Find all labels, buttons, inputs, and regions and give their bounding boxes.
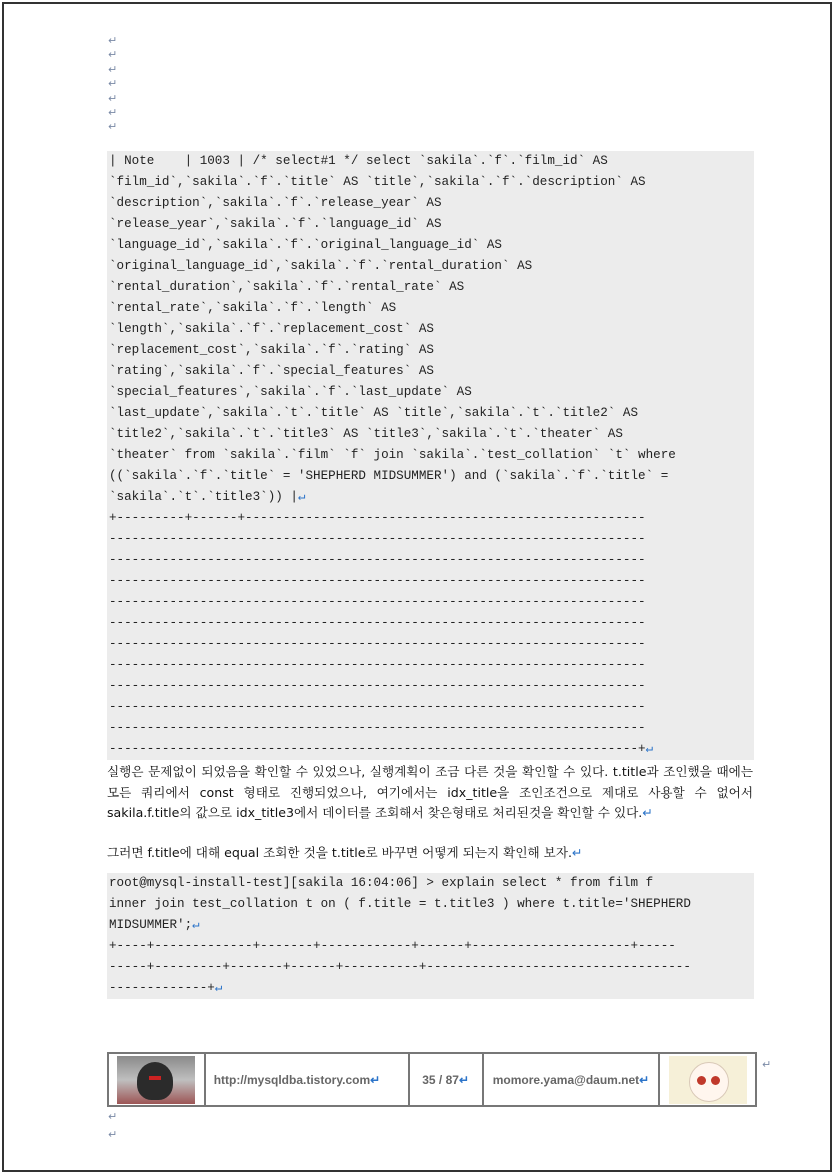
- code-line: [107, 894, 754, 915]
- table-border-line: [107, 936, 754, 957]
- code-line-text: `film_id`,`sakila`.`f`.`title` AS `title`,`sakila`.`f`.`description` AS: [109, 175, 646, 189]
- code-line: [107, 382, 754, 403]
- table-border-line: [107, 550, 754, 571]
- code-line-text: `description`,`sakila`.`f`.`release_year` AS: [109, 196, 442, 210]
- border-line-text: -----------------------------------------------------------------------: [109, 700, 646, 714]
- code-line-text: `special_features`,`sakila`.`f`.`last_update` AS: [109, 385, 472, 399]
- code-line-text: inner join test_collation t on ( f.title = t.title3 ) where t.title='SHEPHERD: [109, 897, 691, 911]
- code-line: [107, 235, 754, 256]
- explain-query-code-block: [107, 873, 754, 999]
- border-line-text: -----------------------------------------------------------------------: [109, 553, 646, 567]
- code-line: [107, 151, 754, 172]
- border-line-text: -----------------------------------------------------------------------: [109, 721, 646, 735]
- paragraph-mark: ↵: [762, 1058, 772, 1071]
- code-line-text: MIDSUMMER';: [109, 918, 193, 932]
- code-line: [107, 424, 754, 445]
- table-border-line: [107, 718, 754, 739]
- footer-email-cell: [483, 1053, 660, 1106]
- code-line-text: `release_year`,`sakila`.`f`.`language_id` AS: [109, 217, 442, 231]
- table-border-line: [107, 978, 754, 999]
- table-border-line: [107, 957, 754, 978]
- code-line: [107, 256, 754, 277]
- code-line-text: `title2`,`sakila`.`t`.`title3` AS `title3`,`sakila`.`t`.`theater` AS: [109, 427, 623, 441]
- paragraph-next-step: [107, 843, 753, 864]
- page-number: 35 / 87: [422, 1072, 459, 1087]
- code-line: [107, 340, 754, 361]
- border-line-text: -----------------------------------------------------------------------: [109, 532, 646, 546]
- code-line-text: `language_id`,`sakila`.`f`.`original_language_id` AS: [109, 238, 502, 252]
- code-line: [107, 172, 754, 193]
- table-border-line: [107, 634, 754, 655]
- paragraph-mark: ↵: [572, 845, 583, 860]
- code-line: [107, 298, 754, 319]
- code-line: [107, 873, 754, 894]
- paragraph-mark: ↵: [214, 981, 223, 995]
- footer-right-avatar-cell: [659, 1053, 756, 1106]
- sql-warning-code-block: [107, 151, 754, 760]
- code-line: [107, 466, 754, 487]
- email-link[interactable]: momore.yama@daum.net: [492, 1072, 640, 1087]
- paragraph-mark: ↵: [108, 48, 118, 62]
- paragraph-mark: ↵: [297, 490, 306, 504]
- border-line-text: ----------------------------------------------------------------------+: [109, 742, 646, 756]
- footer-page-cell: [409, 1053, 483, 1106]
- avatar-right: [669, 1056, 747, 1104]
- table-border-line: [107, 592, 754, 613]
- code-line: [107, 361, 754, 382]
- empty-paragraph-marks: [108, 34, 128, 135]
- paragraph-mark: ↵: [639, 1072, 650, 1087]
- code-line-text: `rental_rate`,`sakila`.`f`.`length` AS: [109, 301, 397, 315]
- code-line: [107, 403, 754, 424]
- code-line-text: `rental_duration`,`sakila`.`f`.`rental_rate` AS: [109, 280, 465, 294]
- paragraph-mark: ↵: [642, 805, 653, 820]
- page-footer: [107, 1052, 757, 1107]
- border-line-text: -----------------------------------------------------------------------: [109, 658, 646, 672]
- code-line-text: `last_update`,`sakila`.`t`.`title` AS `title`,`sakila`.`t`.`title2` AS: [109, 406, 639, 420]
- paragraph-mark: ↵: [108, 1128, 118, 1141]
- table-border-line: [107, 676, 754, 697]
- code-line: [107, 915, 754, 936]
- table-border-line: [107, 508, 754, 529]
- table-border-line: [107, 529, 754, 550]
- paragraph-mark: ↵: [108, 77, 118, 91]
- code-line-text: `original_language_id`,`sakila`.`f`.`rental_duration` AS: [109, 259, 533, 273]
- avatar-left: [117, 1056, 195, 1104]
- border-line-text: -----------------------------------------------------------------------: [109, 616, 646, 630]
- code-line-text: `replacement_cost`,`sakila`.`f`.`rating` AS: [109, 343, 434, 357]
- paragraph-mark: ↵: [370, 1072, 381, 1087]
- code-line: [107, 277, 754, 298]
- paragraph-execution-plan-explanation: [107, 762, 753, 824]
- table-border-line: [107, 613, 754, 634]
- code-line-text: `theater` from `sakila`.`film` `f` join `sakila`.`test_collation` `t` where: [109, 448, 676, 462]
- paragraph-mark: ↵: [108, 91, 118, 105]
- code-line: [107, 193, 754, 214]
- border-line-text: +----+-------------+-------+------------+------+---------------------+-----: [109, 939, 676, 953]
- table-border-line: [107, 697, 754, 718]
- paragraph-mark: ↵: [108, 105, 118, 119]
- paragraph-text: 그러면 f.title에 대해 equal 조회한 것을 t.title로 바꾸면 어떻게 되는지 확인해 보자.: [107, 845, 572, 860]
- table-border-line: [107, 571, 754, 592]
- blog-url-link[interactable]: http://mysqldba.tistory.com: [213, 1072, 371, 1087]
- table-border-line: [107, 739, 754, 760]
- paragraph-mark: ↵: [108, 120, 118, 134]
- code-line-text: `length`,`sakila`.`f`.`replacement_cost` AS: [109, 322, 434, 336]
- border-line-text: -----------------------------------------------------------------------: [109, 679, 646, 693]
- border-line-text: -----------------------------------------------------------------------: [109, 637, 646, 651]
- border-line-text: -----------------------------------------------------------------------: [109, 595, 646, 609]
- code-line-text: | Note | 1003 | /* select#1 */ select `sakila`.`f`.`film_id` AS: [109, 154, 608, 168]
- border-line-text: -----+---------+-------+------+----------+-----------------------------------: [109, 960, 691, 974]
- code-line: [107, 487, 754, 508]
- border-line-text: -----------------------------------------------------------------------: [109, 574, 646, 588]
- border-line-text: -------------+: [109, 981, 215, 995]
- code-line-text: `sakila`.`t`.`title3`)) |: [109, 490, 298, 504]
- table-border-line: [107, 655, 754, 676]
- paragraph-mark: ↵: [108, 34, 118, 47]
- footer-blog-cell: [205, 1053, 409, 1106]
- code-line: [107, 445, 754, 466]
- paragraph-mark: ↵: [645, 742, 654, 756]
- paragraph-text: 실행은 문제없이 되었음을 확인할 수 있었으나, 실행계획이 조금 다른 것을 확인할 수 있다. t.title과 조인했을 때에는 모든 쿼리에서 const 형태로 진행되었으나, 여기에서는 idx_title을 조인조건으로 제대로 사용할 수 없어서 sakila.f.title의 값으로 idx_title3에서 데이터를 조회해서 찾은형태로 처리된것을 확인할 수 있다.: [107, 764, 753, 820]
- paragraph-mark: ↵: [458, 1072, 469, 1087]
- code-line-text: root@mysql-install-test][sakila 16:04:06] > explain select * from film f: [109, 876, 654, 890]
- code-line: [107, 214, 754, 235]
- code-line: [107, 319, 754, 340]
- paragraph-mark: ↵: [192, 918, 200, 932]
- code-line-text: ((`sakila`.`f`.`title` = 'SHEPHERD MIDSUMMER') and (`sakila`.`f`.`title` =: [109, 469, 669, 483]
- border-line-text: +---------+------+-----------------------------------------------------: [109, 511, 646, 525]
- code-line-text: `rating`,`sakila`.`f`.`special_features` AS: [109, 364, 434, 378]
- footer-left-avatar-cell: [108, 1053, 205, 1106]
- paragraph-mark: ↵: [108, 1110, 118, 1123]
- paragraph-mark: ↵: [108, 62, 118, 76]
